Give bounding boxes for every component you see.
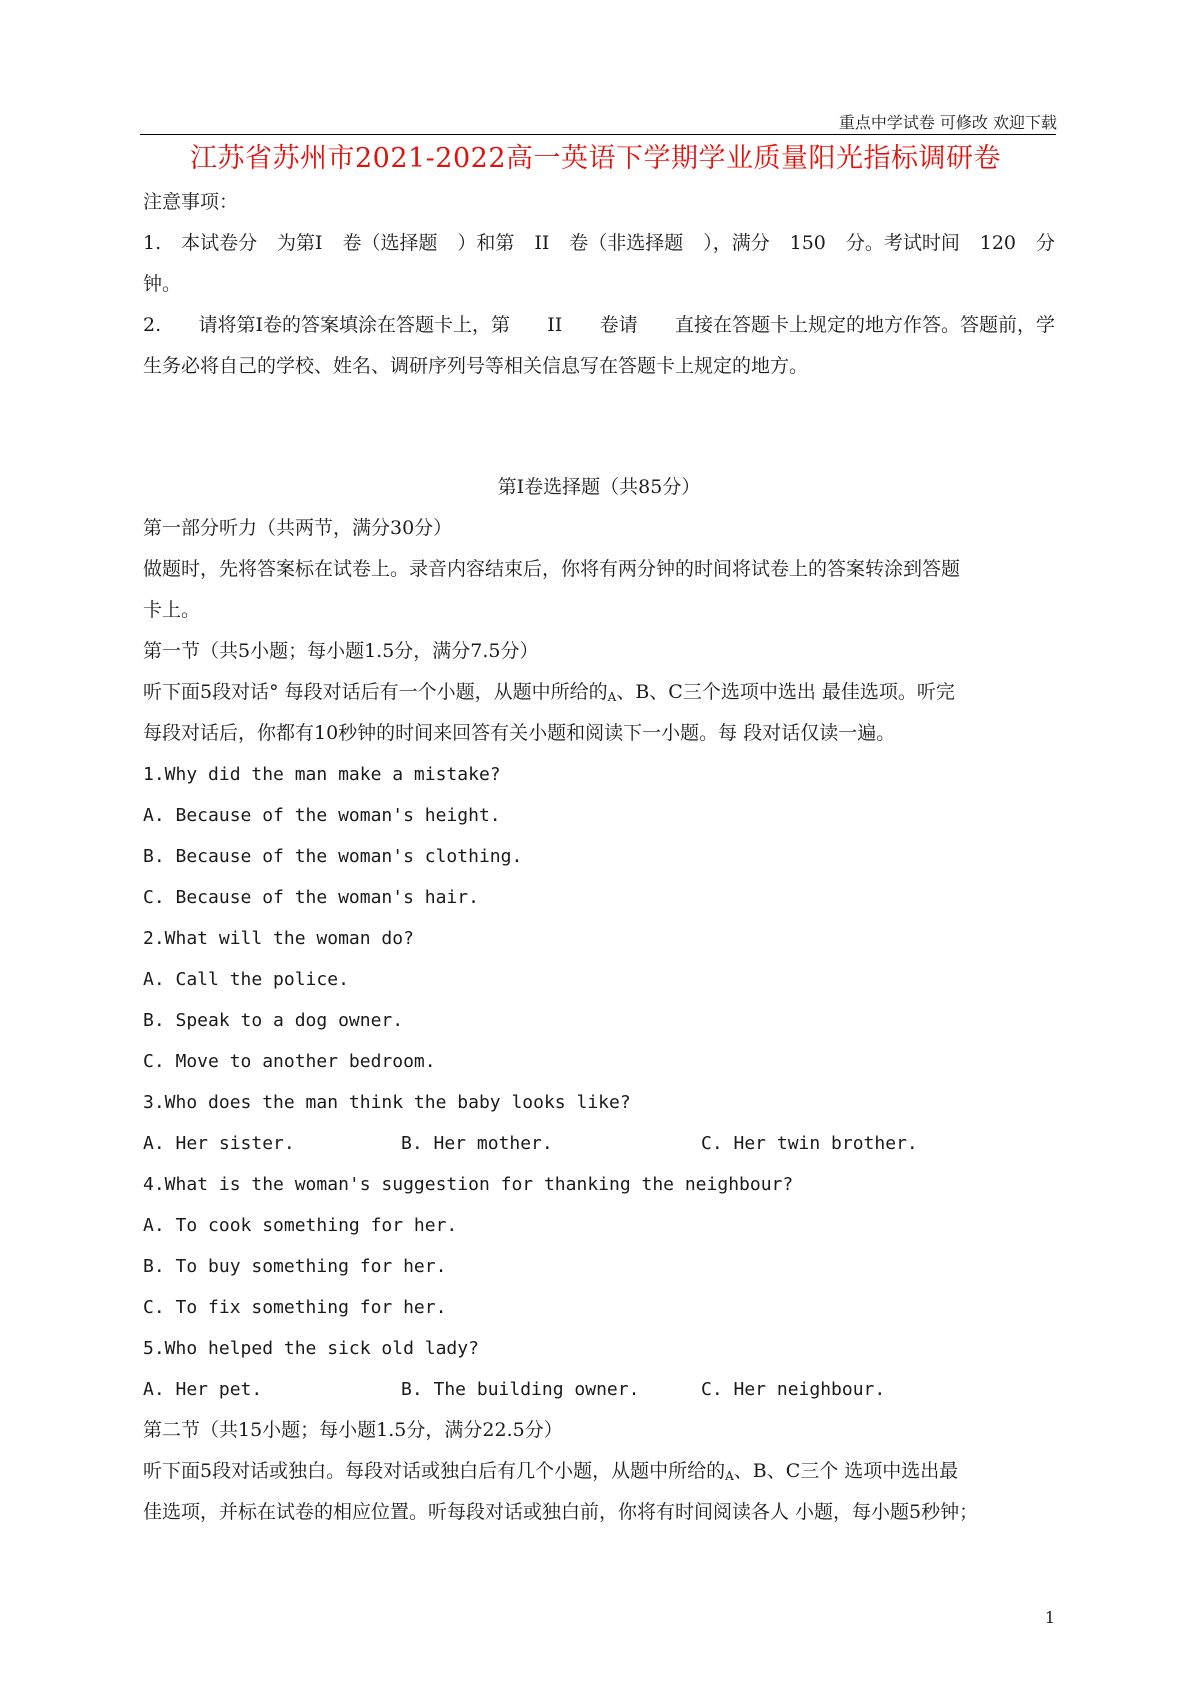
text-fragment: 卷请 [599,314,638,336]
answer-option: B. The building owner. [401,1379,640,1400]
header-rule [140,134,1056,135]
subsection-1-intro-line-1 [143,672,1055,713]
text-fragment: 120 [979,232,1017,254]
question-list [143,754,1055,1410]
notice-item-2-line-2: 生务必将自己的学校、姓名、调研序列号等相关信息写在答题卡上规定的地方。 [143,355,809,377]
answer-option: B. Her mother. [401,1133,553,1154]
subsection-2-intro-line-1 [143,1451,1055,1492]
option-row [143,1369,1055,1410]
answer-option: B. Speak to a dog owner. [143,1010,404,1031]
notice-item-2-number: 2. [143,314,162,336]
text-fragment: 为第Ⅰ [277,232,323,254]
text-fragment: II [534,232,550,254]
question-text: 2.What will the woman do? [143,928,414,949]
question-text: 1.Why did the man make a mistake? [143,764,501,785]
option-row [143,1123,1055,1164]
subsection-2-title: 第二节（共15小题；每小题1.5分，满分22.5分） [143,1419,563,1441]
text-fragment: 直接在答题卡上规定的地方作答。答题前，学 [674,314,1055,336]
answer-option: A. Her sister. [143,1133,295,1154]
text-fragment: ）和第 [457,232,515,254]
notice-item-2-line-1 [143,305,1055,346]
answer-option: C. Her twin brother. [701,1133,918,1154]
notice-item-1-number: 1. [143,232,162,254]
text-fragment: 卷（非选择题 [569,232,684,254]
answer-option: B. To buy something for her. [143,1256,447,1277]
text-fragment: 本试卷分 [181,232,258,254]
answer-option: C. To fix something for her. [143,1297,447,1318]
text-fragment: ），满分 [703,232,770,254]
answer-option: A. Call the police. [143,969,349,990]
part-1-intro-line-2: 卡上。 [143,599,201,621]
answer-option: C. Her neighbour. [701,1379,886,1400]
part-1-title: 第一部分听力（共两节，满分30分） [143,517,453,539]
header-note: 重点中学试卷 可修改 欢迎下载 [838,113,1057,132]
spacer [143,387,1055,467]
subsection-1-intro-line-2: 每段对话后，你都有10秒钟的时间来回答有关小题和阅读下一小题。每 段对话仅读一遍。 [143,722,896,744]
answer-option: A. Her pet. [143,1379,263,1400]
answer-option: A. Because of the woman's height. [143,805,501,826]
text-fragment: 、B、C三个选项中选出 最佳选项。听完 [616,681,955,703]
text-fragment: 分。考试时间 [845,232,960,254]
text-fragment: 150 [789,232,826,254]
answer-option: C. Move to another bedroom. [143,1051,436,1072]
document-title: 江苏省苏州市2021-2022高一英语下学期学业质量阳光指标调研卷 [189,143,1002,174]
part-1-intro-line-1: 做题时，先将答案标在试卷上。录音内容结束后，你将有两分钟的时间将试卷上的答案转涂到答题 [143,558,961,580]
text-fragment: 听下面5段对话° 每段对话后有一个小题，从题中所给的 [143,681,608,703]
answer-option: A. To cook something for her. [143,1215,458,1236]
text-fragment: 分 [1035,232,1055,254]
text-fragment: II [547,314,563,336]
notice-item-1-line-2: 钟。 [143,273,182,295]
text-fragment: 听下面5段对话或独白。每段对话或独白后有几个小题，从题中所给的 [143,1460,726,1482]
subsection-1-title: 第一节（共5小题；每小题1.5分，满分7.5分） [143,640,539,662]
page-content [143,182,1055,1533]
option-letter-subscript: A [725,1469,734,1483]
text-fragment: 卷（选择题 [342,232,438,254]
subsection-2-intro-line-2: 佳选项，并标在试卷的相应位置。听每段对话或独白前，你将有时间阅读各人 小题，每小题5秒钟； [143,1501,979,1523]
notice-item-1-line-1 [143,223,1055,264]
text-fragment: 、B、C三个 选项中选出最 [733,1460,959,1482]
answer-option: C. Because of the woman's hair. [143,887,479,908]
question-text: 5.Who helped the sick old lady? [143,1338,479,1359]
question-text: 3.Who does the man think the baby looks like? [143,1092,631,1113]
answer-option: B. Because of the woman's clothing. [143,846,523,867]
notice-heading: 注意事项： [143,191,239,213]
page-number: 1 [1044,1608,1055,1627]
option-letter-subscript: A [607,690,617,704]
section-1-title: 第Ⅰ卷选择题（共85分） [497,476,701,498]
question-text: 4.What is the woman's suggestion for thanking the neighbour? [143,1174,794,1195]
text-fragment: 请将第Ⅰ卷的答案填涂在答题卡上，第 [198,314,510,336]
